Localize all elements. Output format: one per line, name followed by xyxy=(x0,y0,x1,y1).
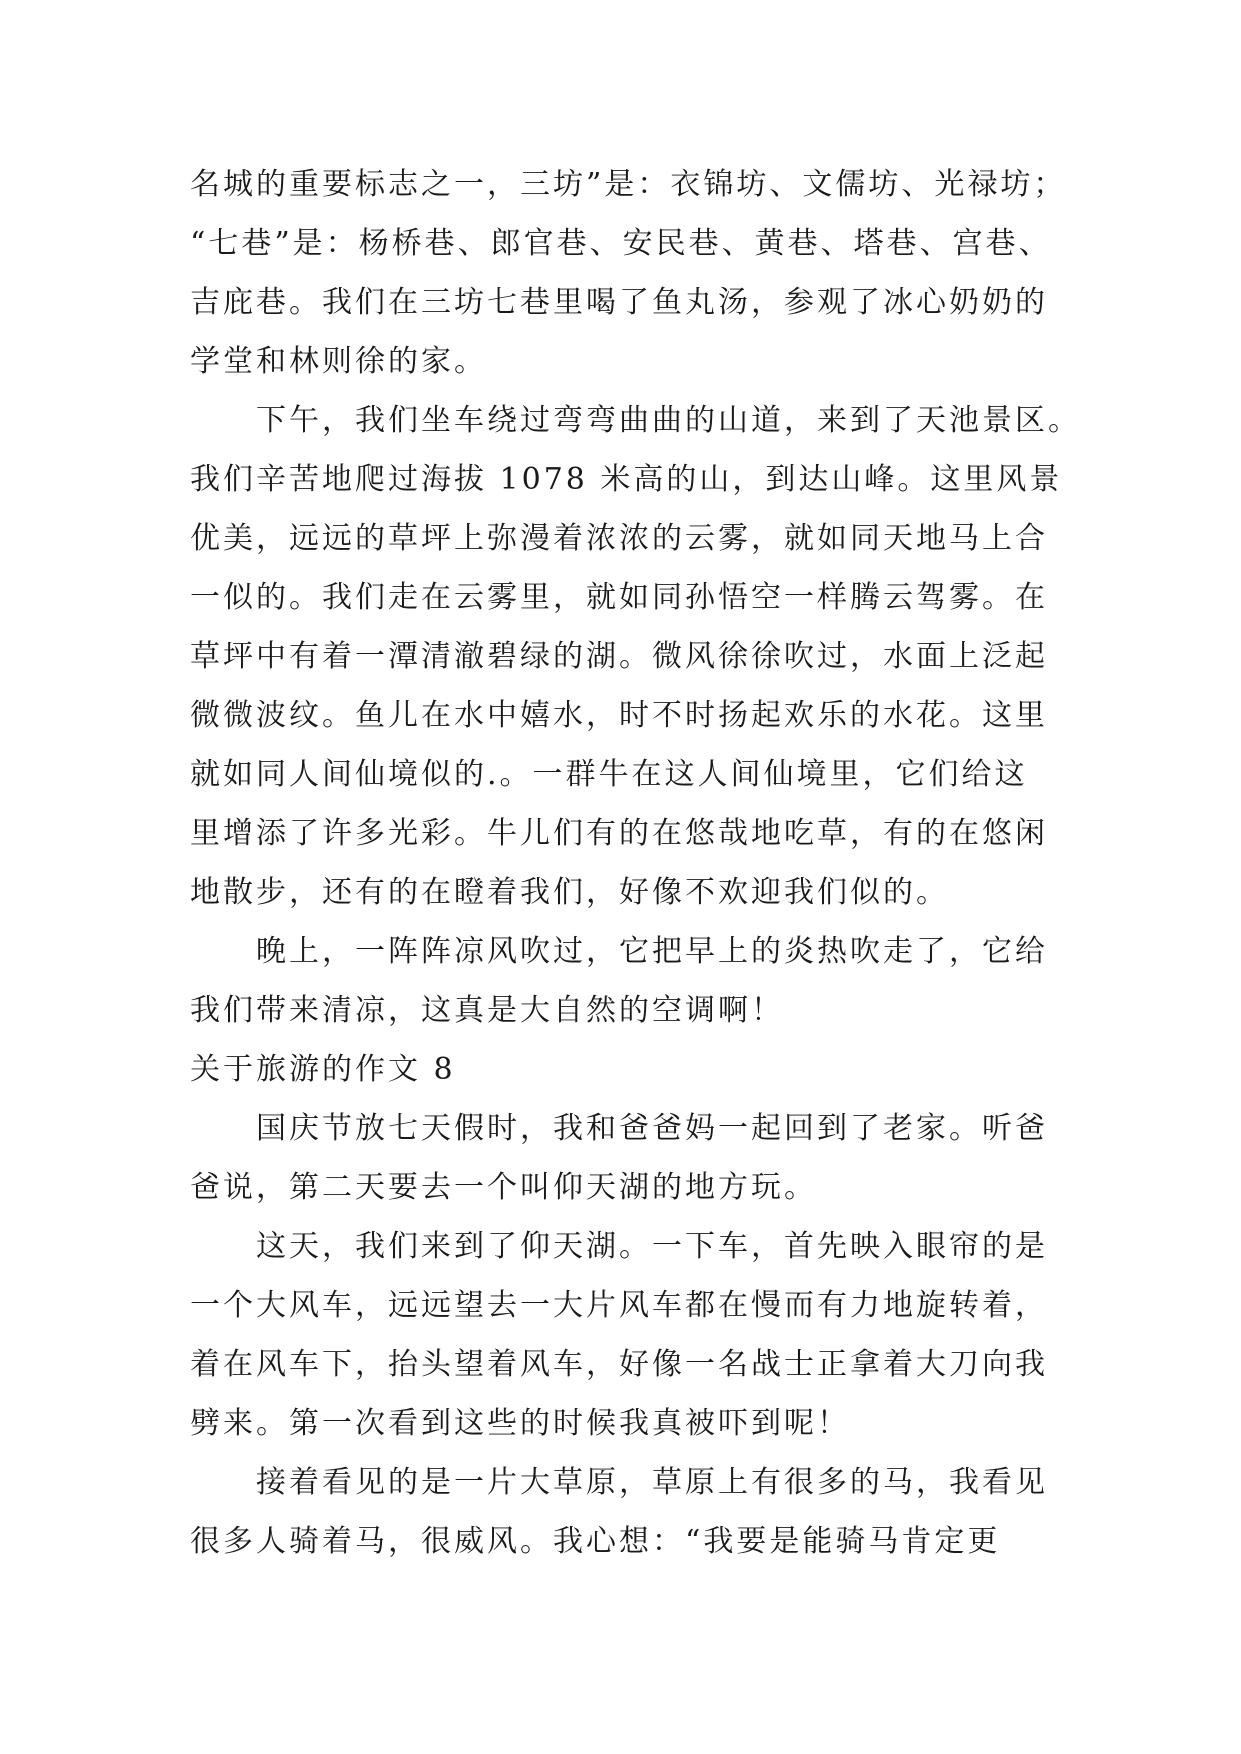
paragraph-first-line: 下午，我们坐车绕过弯弯曲曲的山道，来到了天池景区。 xyxy=(256,403,1081,438)
paragraph-first-line: 接着看见的是一片大草原，草原上有很多的马，我看见 xyxy=(256,1465,1048,1500)
text-line: 一似的。我们走在云雾里，就如同孙悟空一样腾云驾雾。在 xyxy=(190,580,1048,615)
text-line: 草坪中有着一潭清澈碧绿的湖。微风徐徐吹过，水面上泛起 xyxy=(190,639,1048,674)
text-line: 微微波纹。鱼儿在水中嬉水，时不时扬起欢乐的水花。这里 xyxy=(190,698,1048,733)
text-line: 劈来。第一次看到这些的时候我真被吓到呢！ xyxy=(190,1406,850,1441)
paragraph-first-line: 国庆节放七天假时，我和爸爸妈一起回到了老家。听爸 xyxy=(256,1111,1048,1146)
text-line: 地散步，还有的在瞪着我们，好像不欢迎我们似的。 xyxy=(190,875,949,910)
text-line: “七巷”是：杨桥巷、郎官巷、安民巷、黄巷、塔巷、宫巷、 xyxy=(190,226,1052,261)
text-line: 优美，远远的草坪上弥漫着浓浓的云雾，就如同天地马上合 xyxy=(190,521,1048,556)
text-line: 我们辛苦地爬过海拔 1078 米高的山，到达山峰。这里风景 xyxy=(190,462,1063,497)
text-line: 里增添了许多光彩。牛儿们有的在悠哉地吃草，有的在悠闲 xyxy=(190,816,1048,851)
section-heading: 关于旅游的作文 8 xyxy=(190,1052,456,1087)
paragraph-first-line: 晚上，一阵阵凉风吹过，它把早上的炎热吹走了，它给 xyxy=(256,934,1048,969)
paragraph-first-line: 这天，我们来到了仰天湖。一下车，首先映入眼帘的是 xyxy=(256,1229,1048,1264)
text-line: 就如同人间仙境似的.。一群牛在这人间仙境里，它们给这 xyxy=(190,757,1028,792)
text-line: 一个大风车，远远望去一大片风车都在慢而有力地旋转着， xyxy=(190,1288,1048,1323)
text-line: 很多人骑着马，很威风。我心想：“我要是能骑马肯定更 xyxy=(190,1524,1001,1559)
text-line: 学堂和林则徐的家。 xyxy=(190,344,487,379)
text-line: 着在风车下，抬头望着风车，好像一名战士正拿着大刀向我 xyxy=(190,1347,1048,1382)
text-line: 名城的重要标志之一，三坊”是：衣锦坊、文儒坊、光禄坊； xyxy=(190,167,1067,202)
text-line: 爸说，第二天要去一个叫仰天湖的地方玩。 xyxy=(190,1170,817,1205)
text-line: 吉庇巷。我们在三坊七巷里喝了鱼丸汤，参观了冰心奶奶的 xyxy=(190,285,1048,320)
text-line: 我们带来清凉，这真是大自然的空调啊！ xyxy=(190,993,784,1028)
